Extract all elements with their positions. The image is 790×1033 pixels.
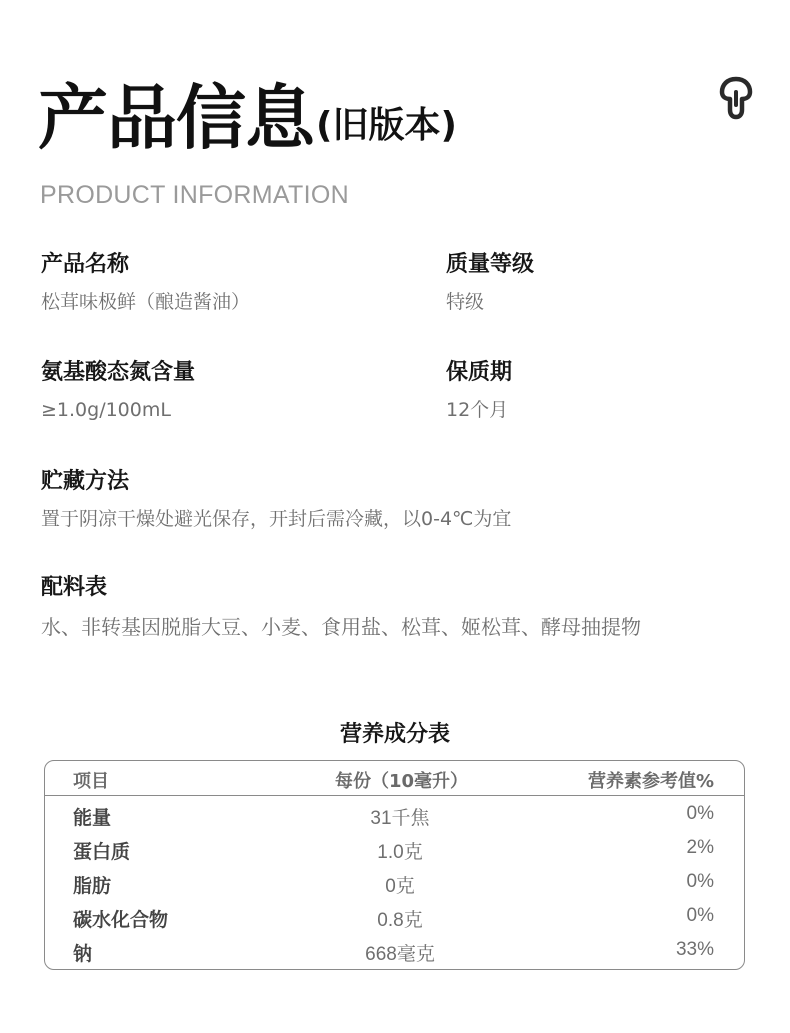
nutrition-body <box>45 796 744 968</box>
row-per-serving: 0.8克 <box>377 910 423 931</box>
field-storage <box>41 467 511 533</box>
table-row <box>45 900 744 934</box>
field-value: 特级 <box>446 291 485 313</box>
row-nrv: 0% <box>686 905 714 926</box>
title-suffix: (旧版本) <box>316 105 457 146</box>
subtitle-en: PRODUCT INFORMATION <box>40 181 349 209</box>
nutrition-title: 营养成分表 <box>339 722 450 747</box>
row-per-serving: 0克 <box>385 876 415 897</box>
row-per-serving: 31千焦 <box>370 808 430 829</box>
field-value: 松茸味极鲜（酿造酱油） <box>41 291 251 313</box>
field-value: 水、非转基因脱脂大豆、小麦、食用盐、松茸、姬松茸、酵母抽提物 <box>41 615 641 639</box>
table-row <box>45 798 744 832</box>
field-quality-grade <box>446 250 534 316</box>
row-nrv: 33% <box>675 939 714 960</box>
row-item: 钠 <box>73 943 93 965</box>
field-amino-nitrogen <box>41 358 195 424</box>
column-header-per-serving: 每份（10毫升） <box>335 771 469 792</box>
row-nrv: 0% <box>686 871 714 892</box>
row-per-serving: 668毫克 <box>365 944 435 965</box>
title-main: 产品信息 <box>38 77 314 159</box>
field-label: 保质期 <box>446 360 513 385</box>
row-nrv: 0% <box>686 803 714 824</box>
field-ingredients <box>41 573 641 641</box>
row-nrv: 2% <box>686 837 714 858</box>
field-value: ≥1.0g/100mL <box>41 399 171 421</box>
page-title <box>38 76 457 160</box>
field-shelf-life <box>446 358 512 424</box>
column-header-nrv: 营养素参考值% <box>587 771 714 792</box>
row-item: 能量 <box>73 807 112 829</box>
table-row <box>45 934 744 968</box>
row-item: 脂肪 <box>73 875 112 897</box>
nutrition-table <box>44 760 745 970</box>
row-per-serving: 1.0克 <box>377 842 423 863</box>
field-label: 氨基酸态氮含量 <box>41 360 196 385</box>
table-row <box>45 832 744 866</box>
row-item: 蛋白质 <box>73 841 131 863</box>
row-item: 碳水化合物 <box>73 909 169 931</box>
field-label: 配料表 <box>41 575 108 600</box>
table-row <box>45 866 744 900</box>
field-label: 贮藏方法 <box>41 469 130 494</box>
field-label: 产品名称 <box>41 252 130 277</box>
column-header-item: 项目 <box>73 771 109 792</box>
nutrition-header-row <box>45 761 744 796</box>
field-value: 12个月 <box>446 399 509 421</box>
field-label: 质量等级 <box>446 252 535 277</box>
field-product-name <box>41 250 250 316</box>
field-value: 置于阴凉干燥处避光保存，开封后需冷藏，以0-4℃为宜 <box>41 508 512 530</box>
mushroom-logo-icon <box>718 75 754 121</box>
